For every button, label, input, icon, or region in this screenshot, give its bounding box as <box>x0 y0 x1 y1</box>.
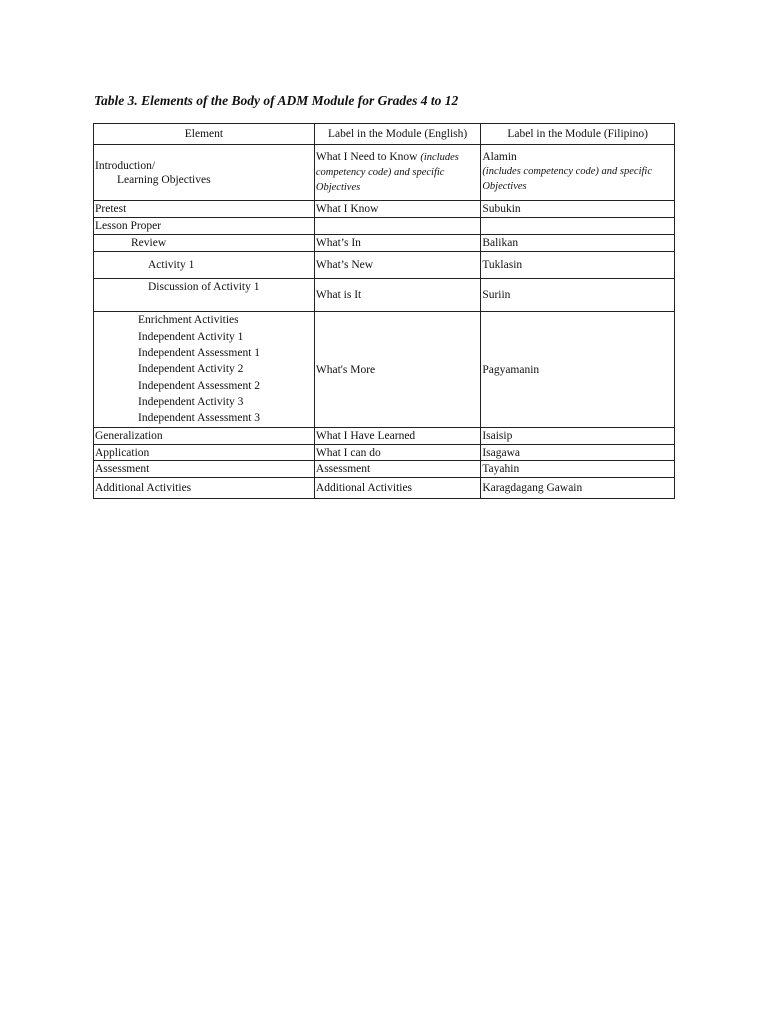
element-cell <box>94 312 315 428</box>
element-label: Review <box>131 237 167 249</box>
english-cell: What's More <box>314 312 480 428</box>
filipino-cell: Karagdagang Gawain <box>481 478 675 499</box>
english-cell: What’s In <box>314 235 480 252</box>
element-label: Independent Assessment 1 <box>138 347 261 360</box>
filipino-label: Alamin <box>482 151 517 163</box>
element-cell: Generalization <box>94 428 315 445</box>
adm-elements-table <box>93 123 675 499</box>
table-row-review <box>94 235 675 252</box>
table-row-application <box>94 445 675 461</box>
filipino-cell: Balikan <box>481 235 675 252</box>
header-element: Element <box>94 124 315 145</box>
filipino-note: (includes competency code) and specific <box>482 166 652 177</box>
english-cell <box>314 218 480 235</box>
english-note: competency code) and specific <box>315 167 445 178</box>
element-cell <box>94 279 315 312</box>
table-row-generalization <box>94 428 675 445</box>
element-label: Independent Activity 1 <box>138 330 244 343</box>
element-label: Independent Activity 2 <box>138 363 244 376</box>
english-cell <box>314 145 480 201</box>
english-cell: What is It <box>314 279 480 312</box>
table-row-enrichment <box>94 312 675 428</box>
element-cell: Application <box>94 445 315 461</box>
element-cell <box>94 235 315 252</box>
table-row-lesson-proper <box>94 218 675 235</box>
element-label: Activity 1 <box>148 259 195 271</box>
element-label: Independent Activity 3 <box>138 395 244 408</box>
table-row-additional <box>94 478 675 499</box>
filipino-cell: Suriin <box>481 279 675 312</box>
header-filipino: Label in the Module (Filipino) <box>481 124 675 145</box>
element-label: Independent Assessment 2 <box>138 379 261 392</box>
filipino-cell: Isaisip <box>481 428 675 445</box>
filipino-cell <box>481 218 675 235</box>
filipino-cell <box>481 145 675 201</box>
filipino-cell: Tayahin <box>481 461 675 478</box>
filipino-cell: Pagyamanin <box>481 312 675 428</box>
table-row-introduction <box>94 145 675 201</box>
element-label: Discussion of Activity 1 <box>148 281 260 293</box>
element-cell <box>94 252 315 279</box>
table-title: Table 3. Elements of the Body of ADM Module for Grades 4 to 12 <box>94 93 459 108</box>
english-cell: What I Know <box>314 201 480 218</box>
table-row-pretest <box>94 201 675 218</box>
filipino-cell: Isagawa <box>481 445 675 461</box>
english-cell: Assessment <box>314 461 480 478</box>
element-cell: Assessment <box>94 461 315 478</box>
element-label: Independent Assessment 3 <box>138 412 261 425</box>
english-cell: Additional Activities <box>314 478 480 499</box>
element-cell: Pretest <box>94 201 315 218</box>
element-label-continued: Learning Objectives <box>117 173 211 186</box>
filipino-cell: Subukin <box>481 201 675 218</box>
header-english: Label in the Module (English) <box>314 124 480 145</box>
english-cell: What I can do <box>314 445 480 461</box>
table-row-assessment <box>94 461 675 478</box>
element-cell: Lesson Proper <box>94 218 315 235</box>
english-cell: What’s New <box>314 252 480 279</box>
english-cell: What I Have Learned <box>314 428 480 445</box>
table-header-row <box>94 124 675 145</box>
english-note: Objectives <box>315 182 361 193</box>
element-cell: Additional Activities <box>94 478 315 499</box>
element-cell <box>94 145 315 201</box>
english-note: (includes <box>420 152 459 163</box>
table-row-activity <box>94 252 675 279</box>
filipino-note: Objectives <box>482 181 527 192</box>
table-row-discussion <box>94 279 675 312</box>
filipino-cell: Tuklasin <box>481 252 675 279</box>
element-label: Introduction/ <box>95 159 156 172</box>
element-label: Enrichment Activities <box>138 314 239 327</box>
english-label: What I Need to Know <box>315 151 418 163</box>
